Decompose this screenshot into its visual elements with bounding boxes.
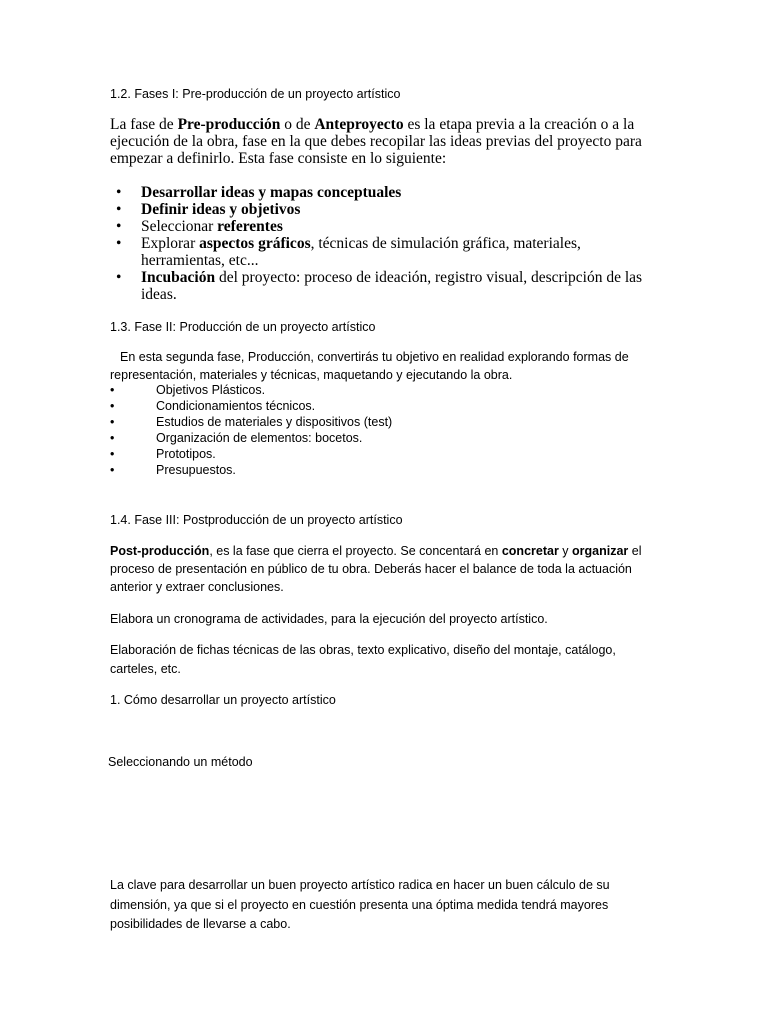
bullet-icon: •	[116, 235, 122, 252]
bullet-icon: •	[110, 431, 115, 445]
bullet-icon: •	[110, 383, 115, 397]
bullet-icon: •	[110, 415, 115, 429]
bullet-icon: •	[110, 463, 115, 477]
list-item: • Organización de elementos: bocetos.	[110, 431, 363, 445]
section-1-subheading: Seleccionando un método	[108, 755, 253, 769]
intro-text-1: La fase de	[110, 116, 178, 133]
list-item: • Definir ideas y objetivos	[116, 201, 301, 218]
section-1-paragraph: La clave para desarrollar un buen proyecto artístico radica en hacer un buen cálculo de su dimensión, ya que si el proyecto en cuestión presenta una óptima medida tendrá mayores posibilidades de llevarse a cabo.	[110, 878, 610, 931]
section-1-3-intro: En esta segunda fase, Producción, convertirás tu objetivo en realidad explorando formas de representación, materiales y técnicas, maquetando y ejecutando la obra.	[110, 350, 629, 382]
section-1-2-heading: 1.2. Fases I: Pre-producción de un proyecto artístico	[110, 87, 401, 101]
list-item: • Prototipos.	[110, 447, 216, 461]
list-item: • Presupuestos.	[110, 463, 236, 477]
section-1-3-heading: 1.3. Fase II: Producción de un proyecto artístico	[110, 320, 376, 334]
section-1-heading: 1. Cómo desarrollar un proyecto artístico	[110, 693, 336, 707]
bullet-icon: •	[116, 218, 122, 235]
intro-text-3: es la etapa previa a la creación o a la ejecución de la obra, fase en la que debes recopilar las ideas previas del proyecto para empezar a definirlo. Esta fase consiste en lo siguiente:	[110, 116, 642, 167]
section-1-4-heading: 1.4. Fase III: Postproducción de un proyecto artístico	[110, 513, 403, 527]
section-1-2-list	[110, 184, 668, 303]
bullet-icon: •	[116, 201, 122, 218]
section-1-2-intro	[110, 116, 668, 167]
list-item: • Condicionamientos técnicos.	[110, 399, 316, 413]
list-item: • Objetivos Plásticos.	[110, 383, 266, 397]
list-item: • Explorar aspectos gráficos, técnicas de simulación gráfica, materiales, herramientas, etc...	[116, 235, 581, 269]
fichas-tecnicas-paragraph: Elaboración de fichas técnicas de las obras, texto explicativo, diseño del montaje, catálogo, carteles, etc.	[110, 643, 616, 676]
bullet-icon: •	[110, 399, 115, 413]
list-item: • Incubación del proyecto: proceso de ideación, registro visual, descripción de las ideas.	[116, 269, 643, 303]
intro-text-2: o de	[280, 116, 315, 133]
intro-bold-anteproyecto: Anteproyecto	[314, 116, 404, 133]
intro-bold-preproduccion: Pre-producción	[177, 116, 281, 133]
list-item: • Desarrollar ideas y mapas conceptuales	[116, 184, 402, 201]
section-1-3-list	[110, 382, 668, 478]
cronograma-paragraph: Elabora un cronograma de actividades, para la ejecución del proyecto artístico.	[110, 612, 548, 626]
bullet-icon: •	[110, 447, 115, 461]
section-1-4-paragraph: Post-producción, es la fase que cierra el proyecto. Se concentará en concretar y organizar el proceso de presentación en público de tu obra. Deberás hacer el balance de toda la actuación anterior y extraer conclusiones.	[110, 544, 642, 594]
list-item: • Estudios de materiales y dispositivos (test)	[110, 415, 393, 429]
bullet-icon: •	[116, 269, 122, 286]
list-item: • Seleccionar referentes	[116, 218, 283, 235]
bullet-icon: •	[116, 184, 122, 201]
